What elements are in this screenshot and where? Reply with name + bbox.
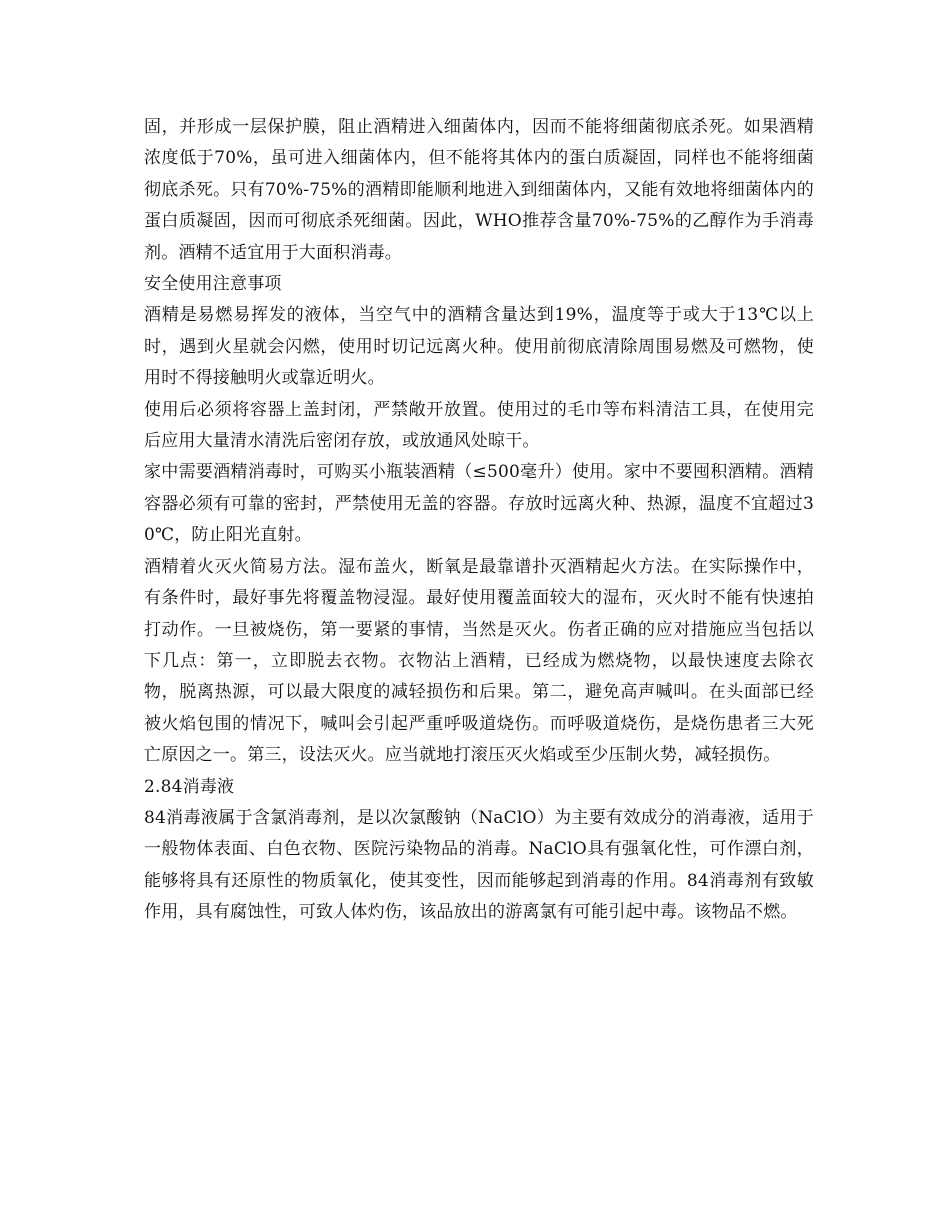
paragraph-after-use: 使用后必须将容器上盖封闭，严禁敞开放置。使用过的毛巾等布料清洁工具，在使用完后应用大量清水清洗后密闭存放，或放通风处晾干。	[144, 399, 814, 452]
paragraph-flammability: 酒精是易燃易挥发的液体，当空气中的酒精含量达到19%，温度等于或大于13℃以上时，遇到火星就会闪燃，使用时切记远离火种。使用前彻底清除周围易燃及可燃物，使用时不得接触明火或靠近明火。	[144, 305, 814, 389]
heading-safety-notes: 安全使用注意事项	[144, 274, 282, 295]
paragraph-alcohol-concentration: 固，并形成一层保护膜，阻止酒精进入细菌体内，因而不能将细菌彻底杀死。如果酒精浓度低于70%，虽可进入细菌体内，但不能将其体内的蛋白质凝固，同样也不能将细菌彻底杀死。只有70%-75%的酒精即能顺利地进入到细菌体内，又能有效地将细菌体内的蛋白质凝固，因而可彻底杀死细菌。因此，WHO推荐含量70%-75%的乙醇作为手消毒剂。酒精不适宜用于大面积消毒。	[144, 117, 814, 263]
paragraph-home-storage: 家中需要酒精消毒时，可购买小瓶装酒精（≤500毫升）使用。家中不要囤积酒精。酒精容器必须有可靠的密封，严禁使用无盖的容器。存放时远离火种、热源，温度不宜超过30℃，防止阳光直射。	[144, 462, 814, 546]
paragraph-fire-extinguishing: 酒精着火灭火简易方法。湿布盖火，断氧是最靠谱扑灭酒精起火方法。在实际操作中，有条件时，最好事先将覆盖物浸湿。最好使用覆盖面较大的湿布，灭火时不能有快速拍打动作。一旦被烧伤，第一要紧的事情，当然是灭火。伤者正确的应对措施应当包括以下几点：第一，立即脱去衣物。衣物沾上酒精，已经成为燃烧物，以最快速度去除衣物，脱离热源，可以最大限度的减轻损伤和后果。第二，避免高声喊叫。在头面部已经被火焰包围的情况下，喊叫会引起严重呼吸道烧伤。而呼吸道烧伤，是烧伤患者三大死亡原因之一。第三，设法灭火。应当就地打滚压灭火焰或至少压制火势，减轻损伤。	[144, 556, 814, 766]
heading-84-disinfectant: 2.84消毒液	[144, 776, 235, 797]
document-page	[144, 112, 814, 929]
paragraph-84-disinfectant: 84消毒液属于含氯消毒剂，是以次氯酸钠（NaClO）为主要有效成分的消毒液，适用于一般物体表面、白色衣物、医院污染物品的消毒。NaClO具有强氧化性，可作漂白剂，能够将具有还原性的物质氧化，使其变性，因而能够起到消毒的作用。84消毒剂有致敏作用，具有腐蚀性，可致人体灼伤，该品放出的游离氯有可能引起中毒。该物品不燃。	[144, 807, 814, 923]
